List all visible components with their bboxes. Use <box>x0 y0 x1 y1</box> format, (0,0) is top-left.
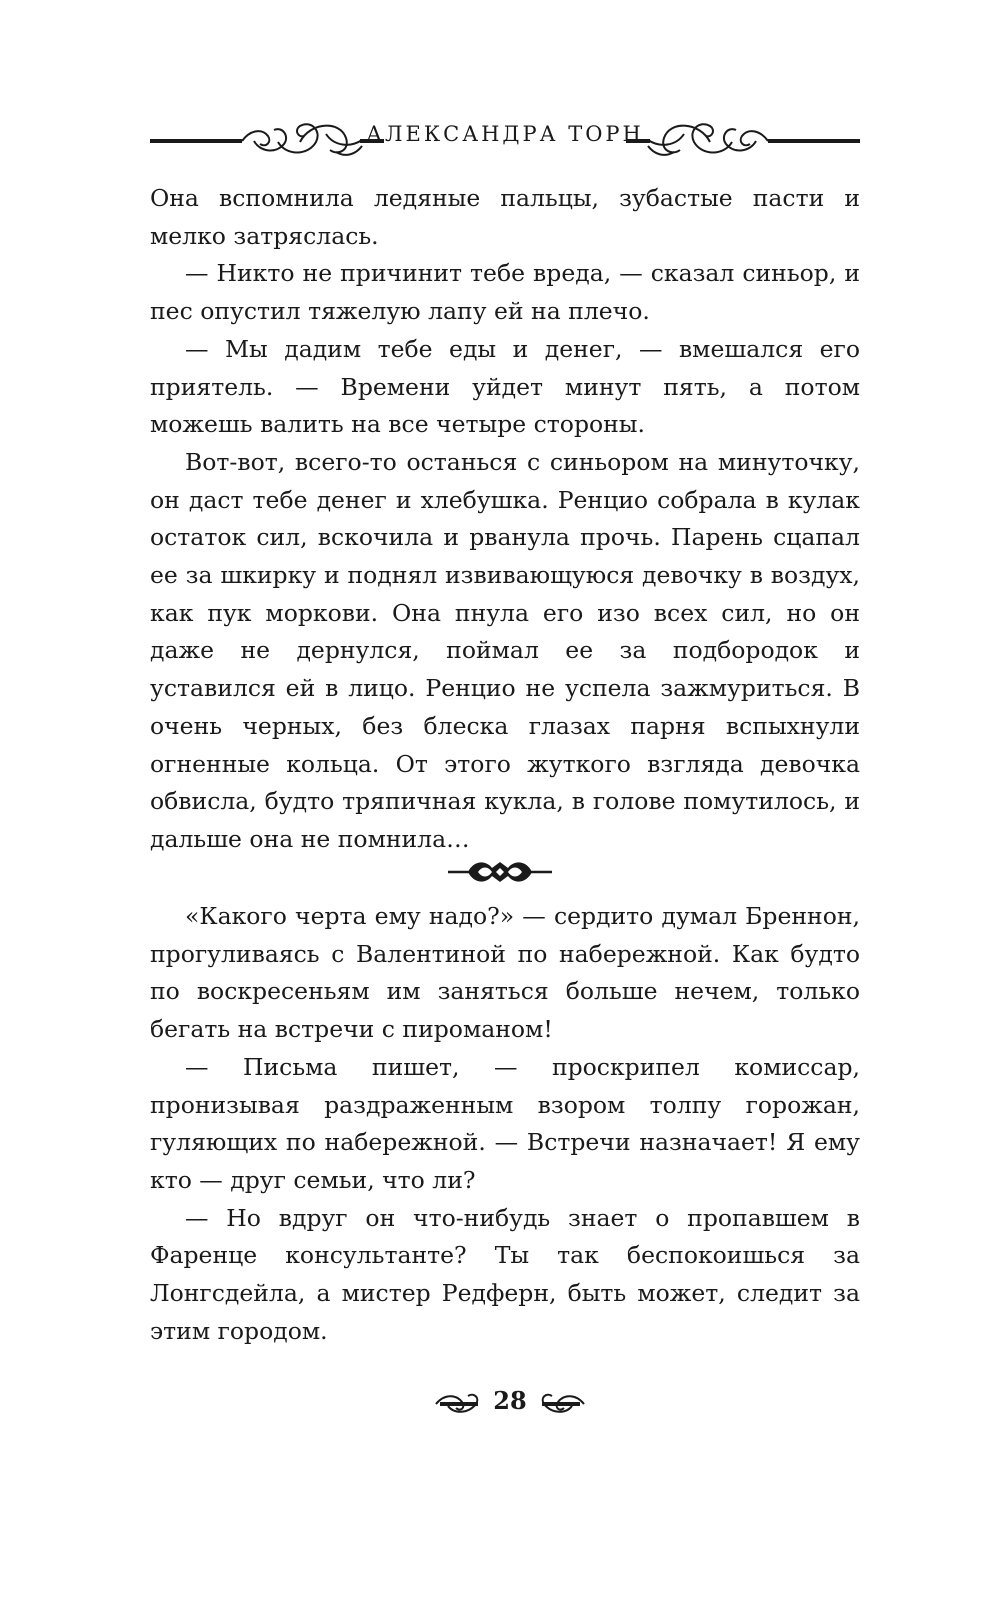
page-folio <box>430 1380 590 1424</box>
paragraph: — Никто не причинит тебе вреда, — сказал синьор, и пес опустил тяжелую лапу ей на плечо. <box>150 259 860 326</box>
paragraph: «Какого черта ему надо?» — сердито думал Бреннон, прогуливаясь с Валентиной по набережной. Как будто по воскресеньям им заняться больше нечем, только бегать на встречи с пироманом! <box>150 902 860 1044</box>
paragraph: Вот-вот, всего-то останься с синьором на минуточку, он даст тебе денег и хлебушка. Ренцио собрала в кулак остаток сил, вскочила и рванула прочь. Парень сцапал ее за шкирку и поднял извивающуюся девочку в воздух, как пук моркови. Она пнула его изо всех сил, но он даже не дернулся, поймал ее за подбородок и уставился ей в лицо. Ренцио не успела зажмуриться. В очень черных, без блеска глазах парня вспыхнули огненные кольца. От этого жуткого взгляда девочка обвисла, будто тряпичная кукла, в голове помутилось, и дальше она не помнила… <box>150 447 860 853</box>
running-title: АЛЕКСАНДРА ТОРН <box>366 122 644 146</box>
paragraph: — Но вдруг он что-нибудь знает о пропавшем в Фаренце консультанте? Ты так беспокоишься за Лонгсдейла, а мистер Редферн, быть может, следит за этим городом. <box>150 1203 860 1345</box>
body-text-section-2 <box>150 898 860 1350</box>
running-header <box>150 112 860 162</box>
page-number: 28 <box>493 1386 527 1415</box>
paragraph: — Мы дадим тебе еды и денег, — вмешался его приятель. — Времени уйдет минут пять, а потом можешь валить на все четыре стороны. <box>150 334 860 439</box>
paragraph: Она вспомнила ледяные пальцы, зубастые пасти и мелко затряслась. <box>150 184 860 250</box>
paragraph: — Письма пишет, — проскрипел комиссар, пронизывая раздраженным взором толпу горожан, гуляющих по набережной. — Встречи назначает! Я ему кто — друг семьи, что ли? <box>150 1052 860 1194</box>
section-divider <box>440 852 560 892</box>
divider-ornament-icon <box>440 852 560 892</box>
body-text-section-1 <box>150 180 860 859</box>
